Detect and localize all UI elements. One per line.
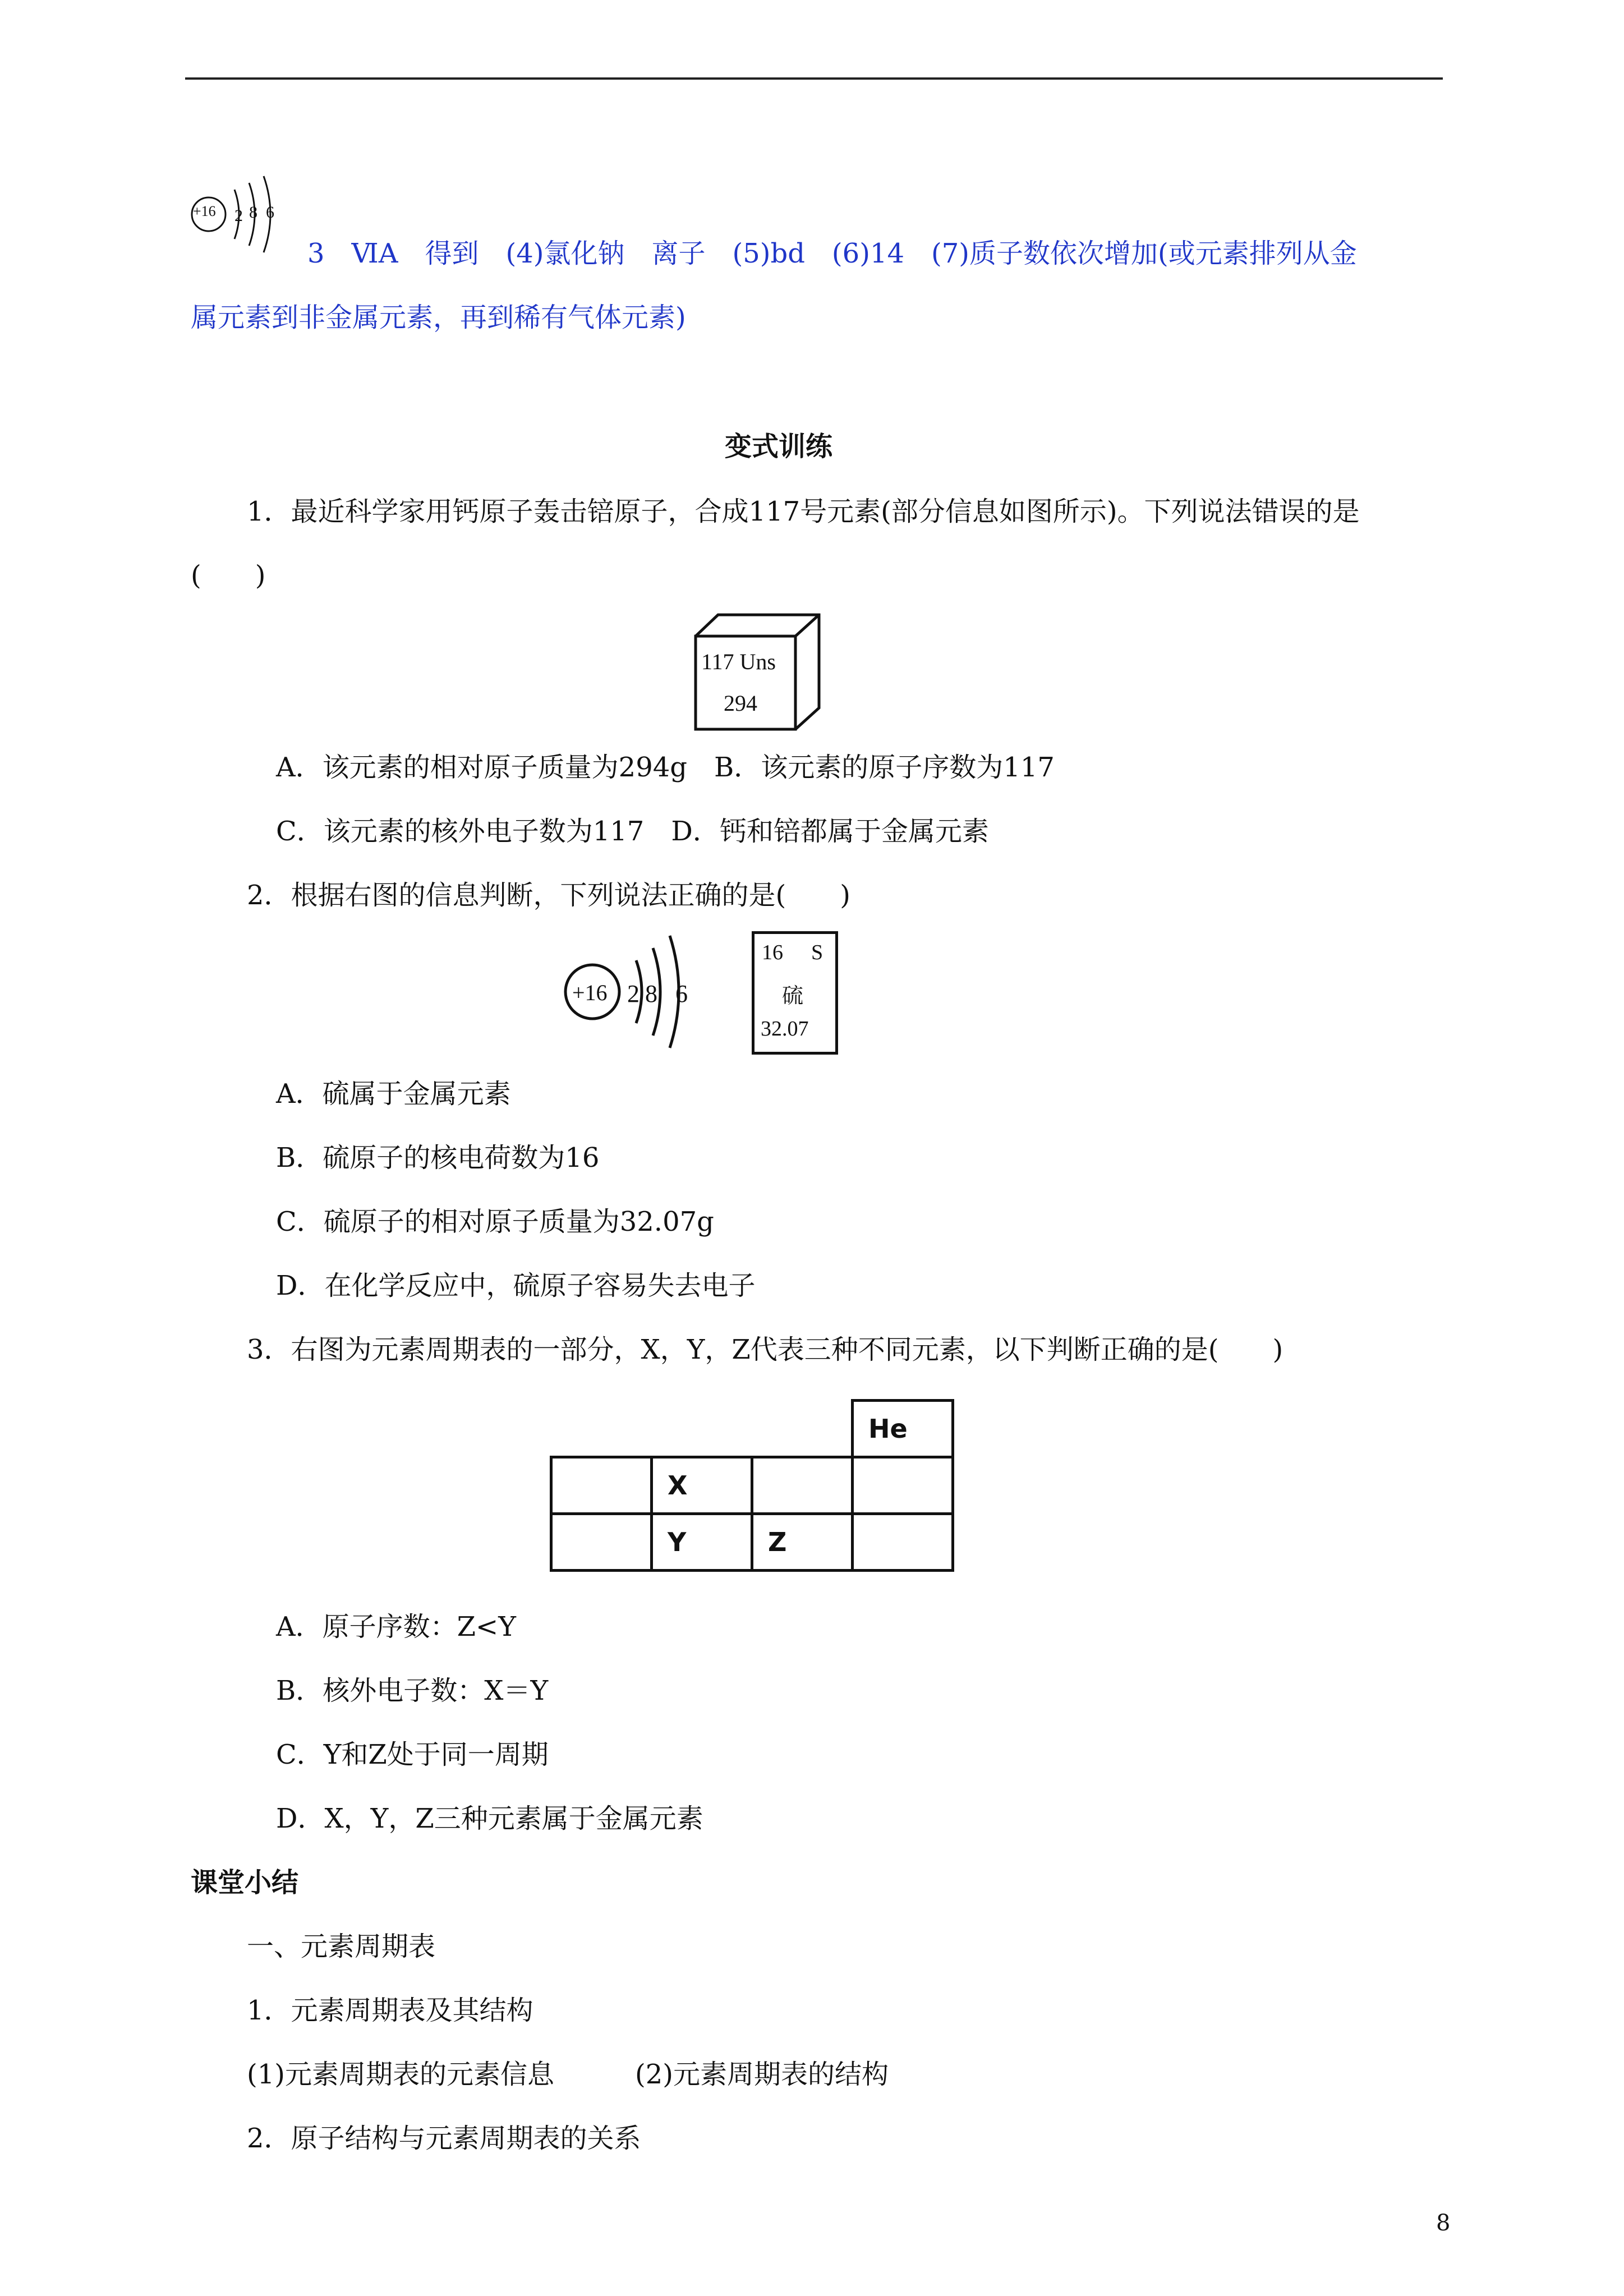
answer-atom-shell-1: 2 <box>234 206 243 225</box>
answer-line-1: 3 ⅥA 得到 (4)氯化钠 离子 (5)bd (6)14 (7)质子数依次增加(或元素排列从金 <box>307 238 1357 269</box>
summary-item-2: 1．元素周期表及其结构 <box>247 1995 533 2026</box>
table-cell <box>551 1457 652 1514</box>
q2-option-a: A．硫属于金属元素 <box>276 1078 511 1110</box>
q3-stem: 3．右图为元素周期表的一部分，X，Y，Z代表三种不同元素，以下判断正确的是( ) <box>247 1334 1283 1365</box>
table-cell <box>551 1401 652 1457</box>
answer-atom-shell-3: 6 <box>266 203 274 222</box>
summary-item-4: 2．原子结构与元素周期表的关系 <box>247 2123 641 2154</box>
table-cell <box>853 1514 953 1571</box>
q2-option-b: B．硫原子的核电荷数为16 <box>276 1142 600 1174</box>
q2-card-symbol: S <box>811 941 823 964</box>
answer-atom-shell-2: 8 <box>249 203 257 222</box>
answer-atom-nucleus: +16 <box>193 203 216 219</box>
q3-option-b: B．核外电子数：X＝Y <box>276 1675 549 1706</box>
q3-periodic-table-fragment <box>550 1399 954 1572</box>
q2-atom-shell-1: 2 <box>627 980 640 1007</box>
header-rule <box>185 77 1443 80</box>
q2-option-c: C．硫原子的相对原子质量为32.07g <box>276 1206 714 1237</box>
q2-card-mass: 32.07 <box>761 1017 809 1041</box>
table-cell-y: Y <box>652 1514 752 1571</box>
q1-stem-line-1: 1．最近科学家用钙原子轰击锫原子，合成117号元素(部分信息如图所示)。下列说法错误的是 <box>247 496 1360 527</box>
table-cell-x: X <box>652 1457 752 1514</box>
table-cell <box>853 1457 953 1514</box>
q2-card-name: 硫 <box>782 983 804 1008</box>
table-cell-z: Z <box>752 1514 853 1571</box>
q2-atom-shell-2: 8 <box>645 980 657 1007</box>
q3-option-a: A．原子序数：Z<Y <box>276 1611 516 1642</box>
table-cell <box>752 1401 853 1457</box>
q1-stem-line-2: ( ) <box>191 560 266 591</box>
q3-option-c: C．Y和Z处于同一周期 <box>276 1739 549 1770</box>
summary-item-3: (1)元素周期表的元素信息 (2)元素周期表的结构 <box>247 2059 889 2090</box>
q1-options-line-2: C．该元素的核外电子数为117 D．钙和锫都属于金属元素 <box>276 816 989 847</box>
q1-cube-line-1: 117 Uns <box>701 649 776 674</box>
q2-atom-shell-3: 6 <box>675 980 688 1007</box>
table-cell <box>551 1514 652 1571</box>
table-cell-he: He <box>853 1401 953 1457</box>
q1-options-line-1: A．该元素的相对原子质量为294g B．该元素的原子序数为117 <box>276 752 1055 783</box>
summary-title: 课堂小结 <box>191 1867 299 1898</box>
summary-item-1: 一、元素周期表 <box>247 1931 436 1962</box>
answer-line-2: 属元素到非金属元素，再到稀有气体元素) <box>191 302 686 333</box>
q1-cube-line-2: 294 <box>724 691 757 716</box>
q2-atom-nucleus: +16 <box>572 980 608 1005</box>
q3-option-d: D．X，Y，Z三种元素属于金属元素 <box>276 1803 703 1834</box>
page-number: 8 <box>1436 2210 1451 2236</box>
q2-option-d: D．在化学反应中，硫原子容易失去电子 <box>276 1270 756 1301</box>
table-cell <box>652 1401 752 1457</box>
table-cell <box>752 1457 853 1514</box>
q2-stem: 2．根据右图的信息判断，下列说法正确的是( ) <box>247 880 850 911</box>
section-title: 变式训练 <box>725 431 833 462</box>
q2-card-number: 16 <box>762 941 783 964</box>
